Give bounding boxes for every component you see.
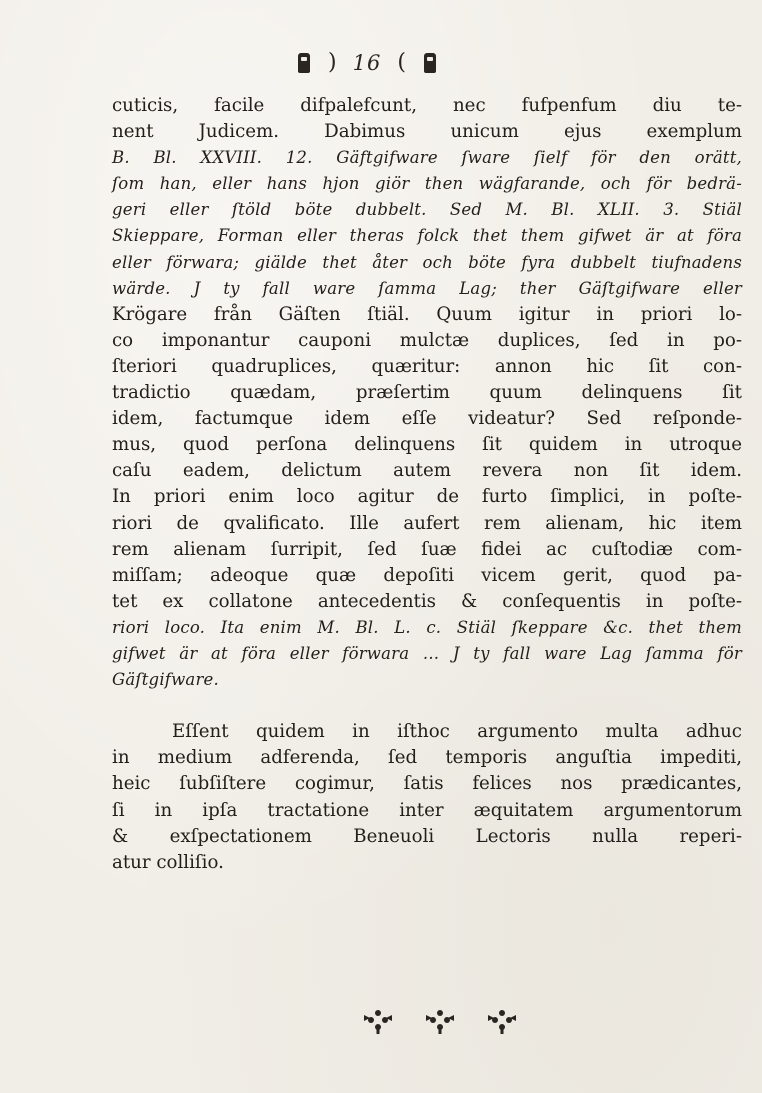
text-line: caſu eadem, delictum autem revera non ſit idem.	[112, 460, 742, 482]
text-line: B. Bl. XXVIII. 12. Gäftgifware ſware ſielf för den orätt,	[112, 148, 742, 168]
header-paren-right: (	[397, 50, 406, 75]
text-line: In priori enim loco agitur de furto ſimplici, in poſte-	[112, 486, 742, 508]
text-line: Eſſent quidem in iſthoc argumento multa adhuc	[172, 721, 742, 743]
header-paren-left: )	[328, 50, 337, 75]
text-line: Krögare från Gäſten ſtiäl. Quum igitur in priori lo-	[112, 303, 742, 325]
text-line: ſom han, eller hans hjon giör then wägfarande, och för bedrä-	[112, 174, 742, 194]
text-line: gifwet är at föra eller förwara ... J ty fall ware Lag ſamma för	[112, 643, 742, 663]
page-number: 16	[352, 51, 382, 75]
running-header	[290, 46, 530, 80]
text-line: co imponantur cauponi mulctæ duplices, ſed in po-	[112, 329, 742, 351]
text-line: mus, quod perſona delinquens ſit quidem in utroque	[112, 434, 742, 456]
text-line: tradictio quædam, præſertim quum delinquens ſit	[112, 382, 742, 404]
header-ornament-left-icon	[294, 51, 314, 75]
text-line: ſi in ipſa tractatione inter æquitatem argumentorum	[112, 799, 742, 821]
text-line: atur colliſio.	[112, 851, 224, 873]
text-line: wärde. J ty fall ware ſamma Lag; ther Gäſtgifware eller	[112, 278, 742, 298]
text-line: rem alienam ſurripit, ſed ſuæ fidei ac cuſtodiæ com-	[112, 538, 742, 560]
text-line: miſſam; adeoque quæ depoſiti vicem gerit, quod pa-	[112, 564, 742, 586]
text-line: Gäſtgifware.	[112, 670, 219, 690]
text-line: in medium adferenda, ſed temporis anguſtia impediti,	[112, 747, 742, 769]
text-line: cuticis, facile difpalefcunt, nec fufpenfum diu te-	[112, 95, 742, 116]
text-line: eller förwara; giälde thet åter och böte fyra dubbelt tiufnadens	[112, 252, 742, 272]
asterism-ornament-icon	[484, 1006, 520, 1036]
text-line: tet ex collatone antecedentis & conſequentis in poſte-	[112, 590, 742, 612]
text-line: Skieppare, Forman eller theras folck thet them gifwet är at föra	[112, 226, 742, 246]
text-line: heic ſubſiſtere cogimur, ſatis felices nos prædicantes,	[112, 773, 742, 795]
text-line: & exſpectationem Beneuoli Lectoris nulla reperi-	[112, 825, 742, 847]
asterism-ornament-icon	[422, 1006, 458, 1036]
text-line: ſteriori quadruplices, quæritur: annon hic ſit con-	[112, 355, 742, 377]
text-line: nent Judicem. Dabimus unicum ejus exemplum	[112, 121, 742, 143]
text-line: riori de qvalificato. Ille aufert rem alienam, hic item	[112, 512, 742, 534]
header-ornament-right-icon	[420, 51, 440, 75]
text-line: riori loco. Ita enim M. Bl. L. c. Stiäl ſkeppare &c. thet them	[112, 617, 742, 637]
body-text	[112, 93, 742, 876]
closing-ornaments	[360, 1005, 520, 1037]
text-line: idem, factumque idem eſſe videatur? Sed reſponde-	[112, 408, 742, 430]
text-line: geri eller ſtöld böte dubbelt. Sed M. Bl. XLII. 3. Stiäl	[112, 200, 742, 220]
paragraph-gap	[112, 693, 742, 719]
asterism-ornament-icon	[360, 1006, 396, 1036]
